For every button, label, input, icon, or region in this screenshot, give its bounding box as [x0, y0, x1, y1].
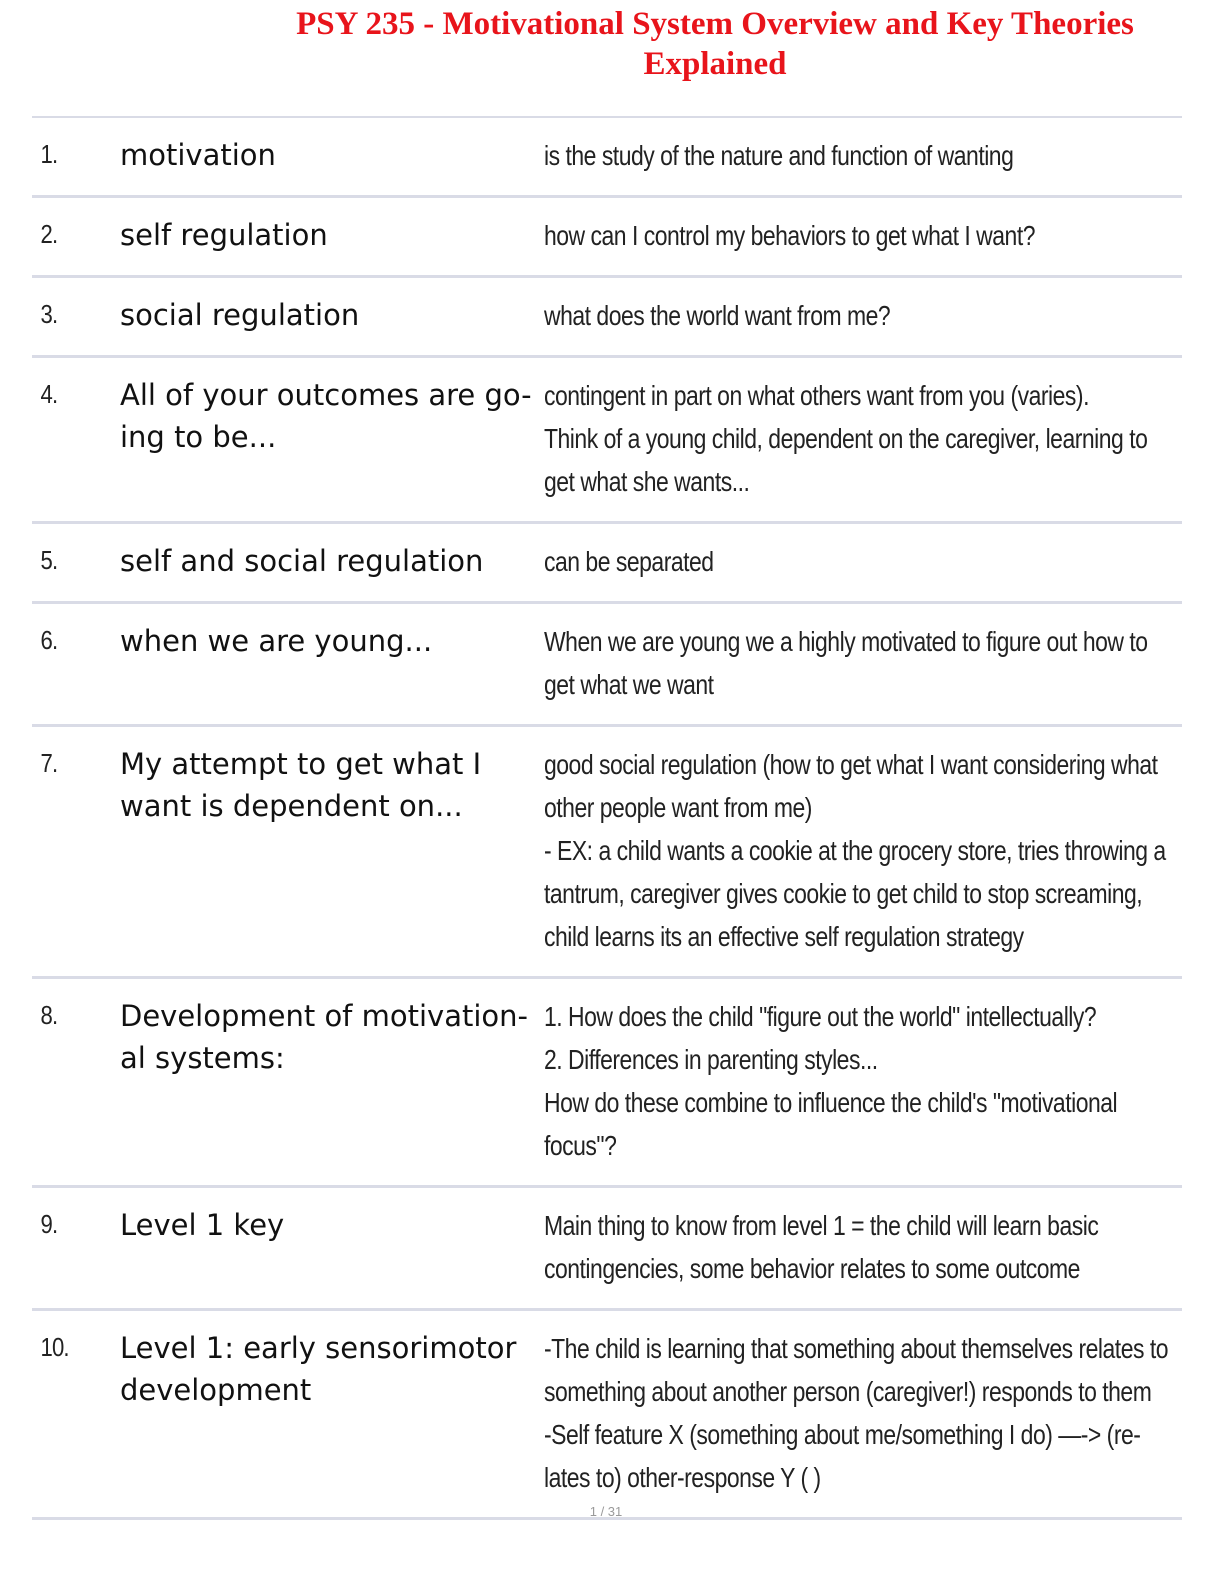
flashcard-row: [32, 604, 1182, 727]
card-term: social regulation: [120, 298, 360, 332]
card-definition-container: [544, 214, 1182, 257]
card-term: Level 1: early sensorimotor development: [120, 1331, 517, 1407]
flashcard-row: [32, 358, 1182, 524]
card-definition: Main thing to know from level 1 = the child will learn basic contingencies, some behavior relates to some outcome: [544, 1210, 1099, 1284]
card-term: self regulation: [120, 218, 328, 252]
card-number: 1.: [40, 139, 58, 169]
card-definition: how can I control my behaviors to get what I want?: [544, 220, 1036, 251]
card-number: 5.: [40, 545, 58, 575]
card-definition-container: [544, 374, 1182, 503]
card-definition-container: [544, 134, 1182, 177]
document-title: PSY 235 - Motivational System Overview and Key Theories Explained: [296, 6, 1134, 82]
flashcard-row: [32, 727, 1182, 979]
card-definition: When we are young we a highly motivated to figure out how to get what we want: [544, 626, 1148, 700]
card-definition-container: [544, 743, 1182, 958]
card-definition: contingent in part on what others want from you (varies). Think of a young child, dependent on the caregiver, learning to get what she wants...: [544, 380, 1148, 497]
card-term: when we are young...: [120, 624, 433, 658]
flashcard-row: [32, 118, 1182, 198]
flashcard-row: [32, 198, 1182, 278]
card-definition-container: [544, 1204, 1182, 1290]
card-term: Level 1 key: [120, 1208, 285, 1242]
card-number: 3.: [40, 299, 58, 329]
card-number: 7.: [40, 748, 58, 778]
card-definition-container: [544, 620, 1182, 706]
card-number: 2.: [40, 219, 58, 249]
card-definition: good social regulation (how to get what I want considering what other people want from me) - EX: a child wants a cookie at the grocery store, tries throwing a tantrum, caregiver gives cookie to get child to stop screaming, child learns its an effective self regulation strategy: [544, 749, 1166, 952]
card-term: Development of motivation- al systems:: [120, 999, 528, 1075]
card-number: 10.: [40, 1332, 69, 1362]
page-indicator: 1 / 31: [589, 1504, 623, 1519]
card-definition: 1. How does the child "figure out the world" intellectually? 2. Differences in parenting styles... How do these combine to influence the child's "motivational focus"?: [544, 1001, 1118, 1161]
card-definition-container: [544, 540, 1182, 583]
card-definition: is the study of the nature and function of wanting: [544, 140, 1014, 171]
card-term: My attempt to get what I want is dependent on...: [120, 747, 482, 823]
flashcard-list: [32, 116, 1182, 1520]
card-definition-container: [544, 995, 1182, 1167]
card-number: 9.: [40, 1209, 58, 1239]
flashcard-row: [32, 524, 1182, 604]
flashcard-row: [32, 979, 1182, 1188]
card-definition: -The child is learning that something about themselves relates to something about another person (caregiver!) responds to them -Self feature X (something about me/something I do) —-> (re- lates to) other-response Y ( ): [544, 1333, 1169, 1493]
card-number: 6.: [40, 625, 58, 655]
card-definition: what does the world want from me?: [544, 300, 891, 331]
card-definition-container: [544, 294, 1182, 337]
card-definition: can be separated: [544, 546, 714, 577]
card-term: All of your outcomes are go- ing to be...: [120, 378, 532, 454]
card-definition-container: [544, 1327, 1182, 1499]
flashcard-row: [32, 278, 1182, 358]
flashcard-row: [32, 1188, 1182, 1311]
flashcard-row: [32, 1311, 1182, 1520]
card-term: motivation: [120, 138, 276, 172]
card-term: self and social regulation: [120, 544, 484, 578]
card-number: 8.: [40, 1000, 58, 1030]
card-number: 4.: [40, 379, 58, 409]
